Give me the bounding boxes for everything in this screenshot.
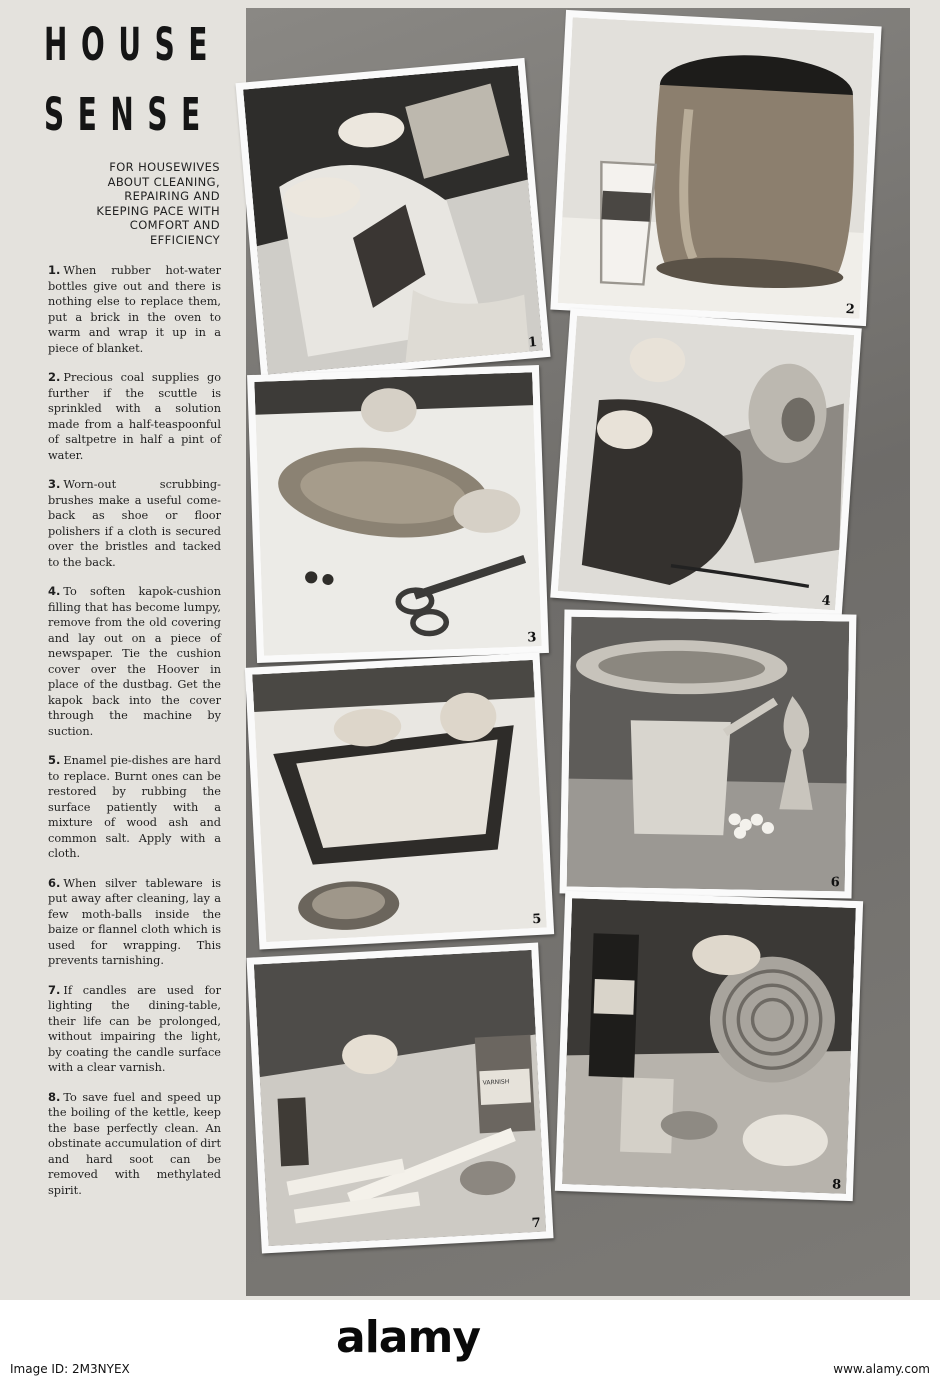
photo-7-image xyxy=(254,950,546,1246)
tip-text: If candles are used for lighting the dining-table, their life can be prolonged, without impairing the light, by coating the candle surface with a clear varnish. xyxy=(48,983,221,1074)
photo-3 xyxy=(247,365,549,663)
site-url[interactable]: www.alamy.com xyxy=(833,1362,930,1376)
photo-number: 6 xyxy=(830,875,840,891)
alamy-wordmark: alamy xyxy=(336,1312,480,1363)
tip-4 xyxy=(48,584,221,739)
photo-2-image xyxy=(558,17,875,318)
photo-7 xyxy=(246,943,553,1254)
tip-number: 2. xyxy=(48,370,61,384)
subtitle: FOR HOUSEWIVES ABOUT CLEANING, REPAIRING AND KEEPING PACE WITH COMFORT AND EFFICIENCY xyxy=(96,160,220,247)
tip-number: 7. xyxy=(48,982,61,997)
tip-7 xyxy=(48,983,221,1076)
photo-number: 3 xyxy=(527,630,537,646)
photo-number: 2 xyxy=(845,301,856,318)
tip-1 xyxy=(48,263,221,356)
headline-line-2: SENSE xyxy=(44,88,214,141)
tip-number: 4. xyxy=(48,584,61,598)
photo-6-image xyxy=(567,617,850,892)
tip-text: Precious coal supplies go further if the scuttle is sprinkled with a solution made from a half-teaspoonful of saltpetre in half a pint of water. xyxy=(48,371,221,462)
photo-4 xyxy=(550,308,862,618)
headline-line-1: HOUSE xyxy=(44,18,222,71)
tip-8 xyxy=(48,1090,221,1199)
photo-8-image xyxy=(562,898,856,1194)
tip-text: Enamel pie-dishes are hard to replace. Burnt ones can be restored by rubbing the surface patiently with a mixture of wood ash and common salt. Apply with a cloth. xyxy=(48,754,221,860)
tip-number: 3. xyxy=(48,477,61,491)
photo-5 xyxy=(245,652,554,949)
image-id: Image ID: 2M3NYEX xyxy=(10,1362,130,1376)
tip-5 xyxy=(48,753,221,862)
photo-2 xyxy=(550,10,881,326)
tip-number: 5. xyxy=(48,753,61,767)
tip-2 xyxy=(48,370,221,463)
varnish-label: VARNISH xyxy=(482,1078,510,1087)
photo-8 xyxy=(555,891,863,1201)
tip-text: When rubber hot-water bottles give out and there is nothing else to replace them, put a brick in the oven to warm and wrap it up in a piece of blanket. xyxy=(48,264,221,355)
photo-1 xyxy=(235,58,550,382)
tip-number: 1. xyxy=(48,263,61,277)
photo-number: 4 xyxy=(821,593,832,610)
tip-number: 8. xyxy=(48,1089,61,1104)
tip-text: To save fuel and speed up the boiling of the kettle, keep the base perfectly clean. An obstinate accumulation of dirt and hard soot can be removed with methylated spirit. xyxy=(48,1090,221,1197)
tip-text: Worn-out scrubbing-brushes make a useful come-back as shoe or floor polishers if a cloth is secured over the bristles and tacked to the back. xyxy=(48,478,221,569)
tip-text: To soften kapok-cushion filling that has become lumpy, remove from the old covering and lay out on a piece of newspaper. Tie the cushion cover over the Hoover in place of the dustbag. Get the kapok back into the cover through the machine by suction. xyxy=(48,585,221,738)
photo-6 xyxy=(560,609,857,898)
photo-1-image xyxy=(243,66,543,375)
photo-3-image xyxy=(254,372,541,656)
tip-6 xyxy=(48,876,221,969)
photo-number: 8 xyxy=(831,1177,842,1193)
tip-3 xyxy=(48,477,221,570)
photo-5-image xyxy=(252,660,547,942)
photo-number: 7 xyxy=(531,1215,542,1232)
tip-text: When silver tableware is put away after cleaning, lay a few moth-balls inside the baize or flannel cloth which is used for wrapping. This prevents tarnishing. xyxy=(48,876,221,967)
photo-4-image xyxy=(558,316,855,611)
tip-number: 6. xyxy=(48,875,61,890)
photo-number: 5 xyxy=(531,911,542,928)
tips-column xyxy=(48,263,221,1212)
photo-number: 1 xyxy=(527,334,538,351)
